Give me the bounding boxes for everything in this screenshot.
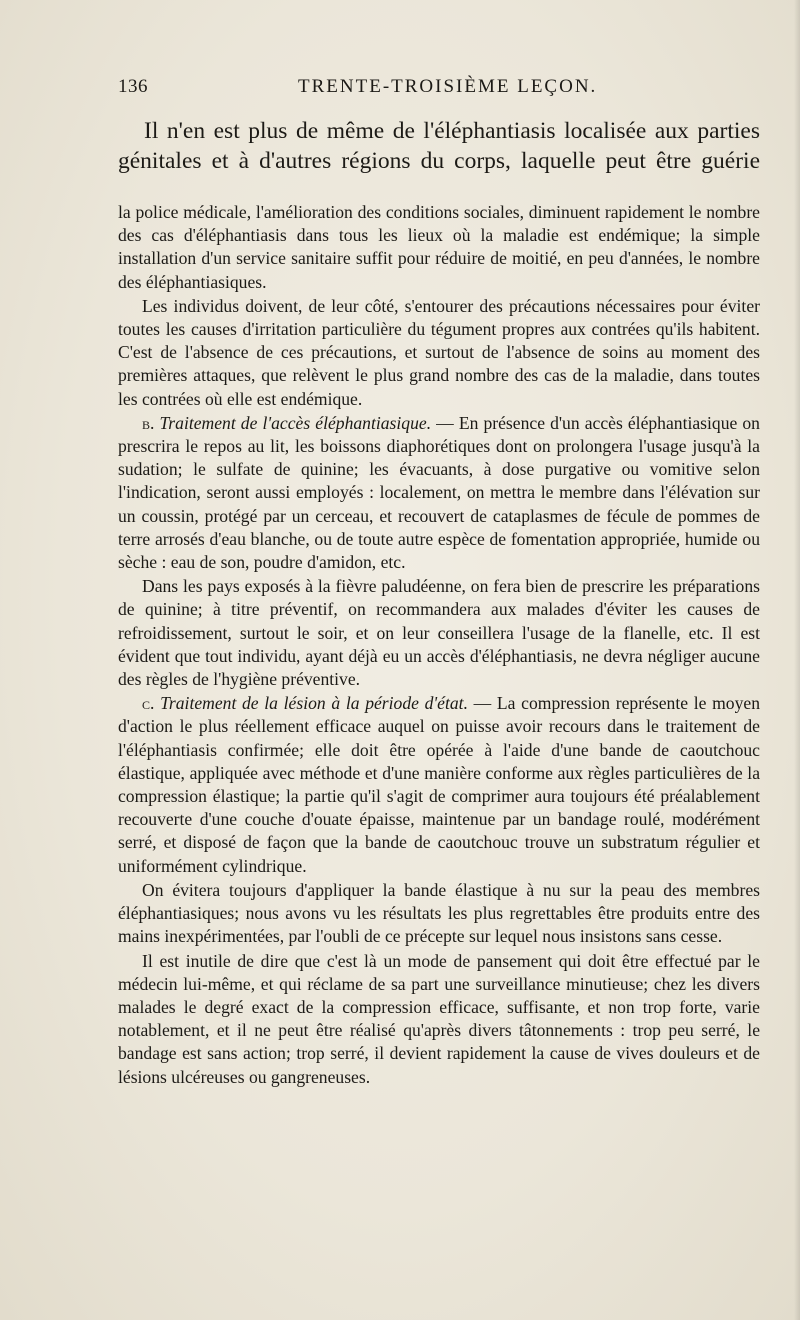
paragraph-7: Il est inutile de dire que c'est là un mode de pansement qui doit être effectué par le médecin lui-même, et qui réclame de sa part une surveillance minutieuse; chez les divers malades le degré exact de la compression efficace, suffisante, et non trop forte, varie notablement, et il ne peut être réalisé qu'après divers tâtonnements : trop peu serré, le bandage est sans action; trop serré, il devient rapidement la cause de vives douleurs et de lésions ulcéreuses ou gangreneuses. xyxy=(118,950,760,1087)
paragraph-1: la police médicale, l'amélioration des conditions sociales, diminuent rapidement le nombre des cas d'éléphantiasis dans tous les lieux où la maladie est endémique; la simple installation d'un service sanitaire suffit pour réduire de moitié, en peu d'années, le nombre des éléphantiasiques. xyxy=(118,202,760,292)
section-title-b: Traitement de l'accès éléphantiasique. xyxy=(159,412,432,433)
paragraph-6: On évitera toujours d'appliquer la bande élastique à nu sur la peau des membres éléphantiasiques; nous avons vu les résultats les plus regrettables être produits entre des mains inexpérimentées, par l'oubli de ce précepte sur lequel nous insistons sans cesse. xyxy=(118,879,760,947)
body-text xyxy=(118,201,760,1089)
heading-block xyxy=(118,116,760,176)
heading-line-2: génitales et à d'autres régions du corps, laquelle peut être guérie xyxy=(118,148,760,174)
section-marker-b: b. xyxy=(142,412,155,433)
paragraph-5 xyxy=(118,692,760,878)
page-number: 136 xyxy=(118,76,148,97)
paragraph-4: Dans les pays exposés à la fièvre paludéenne, on fera bien de prescrire les préparations de quinine; à titre préventif, on recommandera aux malades d'éviter les causes de refroidissement, surtout le soir, et on leur conseillera l'usage de la flanelle, etc. Il est évident que tout individu, ayant déjà eu un accès d'éléphantiasis, ne devra négliger aucune des règles de l'hygiène préventive. xyxy=(118,576,760,690)
section-text-b: — En présence d'un accès éléphantiasique on prescrira le repos au lit, les boissons diaphorétiques dont on prolongera l'usage jusqu'à la sudation; le sulfate de quinine; les évacuants, à dose purgative ou vomitive selon l'indication, seront aussi employés : localement, on mettra le membre dans l'élévation sur un coussin, protégé par un cerceau, et recouvert de cataplasmes de fécule de pommes de terre arrosés d'eau blanche, ou de toute autre espèce de fomentation appropriée, humide ou sèche : eau de son, poudre d'amidon, etc. xyxy=(118,412,760,573)
section-marker-c: c. xyxy=(142,693,155,714)
paragraph-3 xyxy=(118,412,760,574)
running-head xyxy=(118,76,760,102)
page-edge-shadow xyxy=(794,0,800,1320)
section-text-c: — La compression représente le moyen d'action le plus réellement efficace auquel on puisse avoir recours dans le traitement de l'éléphantiasis confirmée; elle doit être opérée à l'aide d'une bande de caoutchouc élastique, appliquée avec méthode et d'une manière conforme aux règles particulières de la compression élastique; la partie qu'il s'agit de comprimer aura toujours été préalablement recouverte d'une couche d'ouate épaisse, maintenue par un bandage roulé, modérément serré, et disposé de façon que la bande de caoutchouc trouve un substratum régulier et uniformément cylindrique. xyxy=(118,693,760,876)
heading-line-1: Il n'en est plus de même de l'éléphantiasis localisée aux parties xyxy=(144,118,760,144)
section-title-c: Traitement de la lésion à la période d'état. xyxy=(160,693,468,714)
running-title: TRENTE-TROISIÈME LEÇON. xyxy=(298,76,598,97)
paragraph-2: Les individus doivent, de leur côté, s'entourer des précautions nécessaires pour éviter toutes les causes d'irritation particulière du tégument propres aux contrées qu'ils habitent. C'est de l'absence de ces précautions, et surtout de l'absence de soins au moment des premières attaques, que relèvent le plus grand nombre des cas de la maladie, dans toutes les contrées où elle est endémique. xyxy=(118,295,760,409)
